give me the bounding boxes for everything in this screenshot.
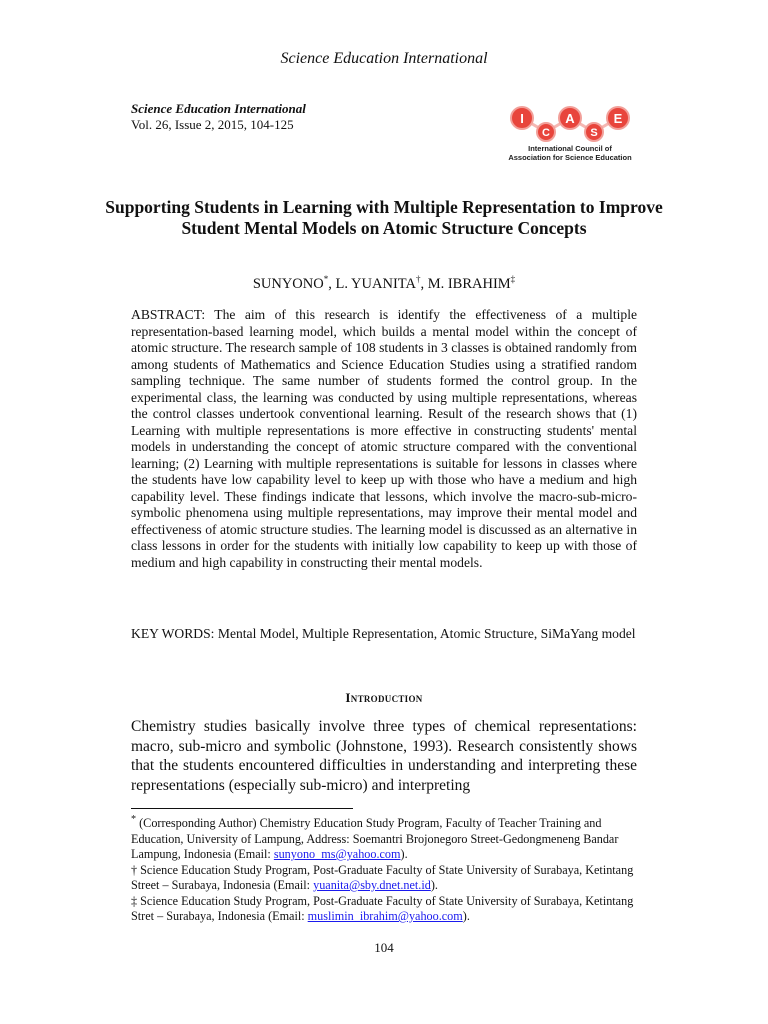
journal-name: Science Education International (131, 101, 306, 116)
page-number: 104 (374, 940, 394, 955)
email-link[interactable]: muslimin_ibrahim@yahoo.com (307, 909, 463, 924)
author-name: , M. IBRAHIM (420, 275, 511, 292)
journal-citation (131, 101, 306, 133)
footnote-text: (Corresponding Author) Chemistry Education Study Program, Faculty of Teacher Training and Education, University of Lampung, Address: Soemantri Brojonegoro Street-Gedongmeneng Bandar Lampung, Indonesia (Email: (131, 816, 619, 862)
author-name: SUNYONO (252, 275, 324, 292)
footnote-1 (131, 812, 641, 863)
footnote-3 (131, 894, 641, 925)
footnote-end: ). (430, 878, 438, 893)
running-head: Science Education International (280, 50, 488, 67)
footnote-divider (131, 808, 353, 809)
author-name: , L. YUANITA (328, 275, 416, 292)
author-mark: ‡ (510, 274, 516, 284)
section-heading-introduction: Introduction (345, 690, 423, 705)
footnote-end: ). (462, 909, 470, 924)
footnote-mark: † (131, 862, 138, 877)
footnote-mark: ‡ (131, 893, 138, 908)
logo-caption-line2: Association for Science Education (508, 153, 632, 162)
abstract: ABSTRACT: The aim of this research is identify the effectiveness of a multiple representation-based learning model, which builds a mental model within the concept of atomic structure. The research sample of 108 students in 3 classes is obtained randomly from among students of Mathematics and Science Education Studies using a stratified random sampling technique. The same number of students formed the control group. In the experimental class, the learning was conducted by using multiple representations, whereas the control classes undertook conventional learning. Result of the research shows that (1) Learning with multiple representations is more effective in constructing students' mental models in understanding the concept of atomic structure compared with the conventional learning; (2) Learning with multiple representations is suitable for lessons in classes where the students have low capability level to keep up with those who have a medium and high capability level. These findings indicate that lessons, which involve the macro-sub-micro-symbolic phenomena using multiple representations, may improve their mental model and effectiveness of atomic structure studies. The learning model is discussed as an alternative in class lessons in order for the students with initially low capability to keep up with those of medium and high capability in constructing their mental models. (131, 307, 637, 570)
keywords: KEY WORDS: Mental Model, Multiple Representation, Atomic Structure, SiMaYang model (131, 626, 636, 641)
author-line (0, 274, 768, 293)
journal-volume: Vol. 26, Issue 2, 2015, 104-125 (131, 117, 294, 132)
logo-letter: E (613, 111, 623, 126)
paper-title: Supporting Students in Learning with Multiple Representation to Improve Student Mental Models on Atomic Structure Concepts (105, 197, 663, 238)
email-link[interactable]: yuanita@sby.dnet.net.id (313, 878, 431, 893)
author-mark: † (415, 274, 421, 284)
footnote-2 (131, 863, 641, 894)
author-mark: * (323, 274, 329, 284)
footnote-mark: * (131, 814, 137, 825)
footnotes (131, 812, 641, 925)
logo-letter: C (542, 127, 550, 139)
logo-letter: I (520, 111, 524, 126)
footnote-text: Science Education Study Program, Post-Graduate Faculty of State University of Surabaya, Ketintang Street – Surabaya, Indonesia (Email: (131, 862, 634, 893)
email-link[interactable]: sunyono_ms@yahoo.com (273, 847, 401, 862)
introduction-paragraph: Chemistry studies basically involve three types of chemical representations: macro, sub-micro and symbolic (Johnstone, 1993). Research consistently shows that the students encountered difficulties in understanding and interpreting these representations (especially sub-micro) and interpreting (131, 718, 637, 794)
logo-letter: S (590, 127, 598, 139)
logo-caption (500, 144, 640, 162)
footnote-text: Science Education Study Program, Post-Graduate Faculty of State University of Surabaya, Ketintang Stret – Surabaya, Indonesia (Email: (131, 893, 634, 924)
footnote-end: ). (400, 847, 408, 862)
logo-caption-line1: International Council of (528, 144, 612, 153)
logo-letter: A (565, 111, 575, 126)
